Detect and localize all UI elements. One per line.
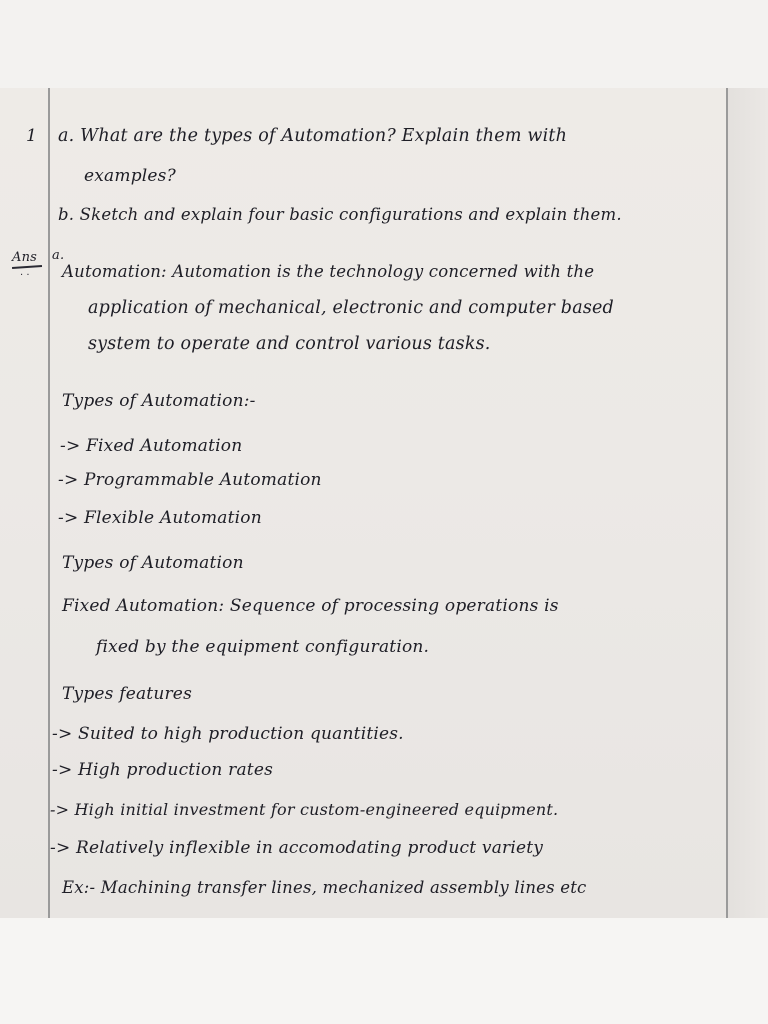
right-margin-line	[726, 88, 728, 918]
types-heading: Types of Automation:-	[62, 391, 256, 411]
definition-line-3: system to operate and control various tasks.	[88, 334, 491, 354]
features-heading: Types features	[62, 684, 192, 704]
question-part-a-line2: examples?	[84, 166, 176, 186]
answer-marker: Ans	[12, 250, 38, 265]
example-line: Ex:- Machining transfer lines, mechanized assembly lines etc	[62, 878, 587, 897]
answer-marker-dots: · ·	[20, 270, 30, 281]
feature-1: -> Suited to high production quantities.	[52, 724, 404, 744]
left-margin-line	[48, 88, 50, 918]
feature-4: -> Relatively inflexible in accomodating product variety	[50, 838, 544, 858]
answer-sub-marker: a.	[52, 248, 65, 263]
types-heading-2: Types of Automation	[62, 553, 244, 573]
fixed-automation-line-1: Fixed Automation: Sequence of processing operations is	[62, 596, 559, 616]
background-below-page	[0, 918, 768, 1024]
question-number: 1	[26, 126, 38, 146]
type-flexible: -> Flexible Automation	[58, 508, 262, 528]
question-part-a-line1: a. What are the types of Automation? Explain them with	[58, 126, 568, 146]
type-fixed: -> Fixed Automation	[60, 436, 243, 456]
type-programmable: -> Programmable Automation	[58, 470, 322, 490]
page-edge-strip	[727, 88, 768, 918]
fixed-automation-line-2: fixed by the equipment configuration.	[96, 637, 430, 657]
feature-3: -> High initial investment for custom-engineered equipment.	[50, 800, 559, 819]
feature-2: -> High production rates	[52, 760, 274, 780]
definition-line-2: application of mechanical, electronic and computer based	[88, 298, 614, 318]
question-part-b: b. Sketch and explain four basic configurations and explain them.	[58, 205, 622, 224]
definition-line-1: Automation: Automation is the technology concerned with the	[62, 262, 595, 281]
